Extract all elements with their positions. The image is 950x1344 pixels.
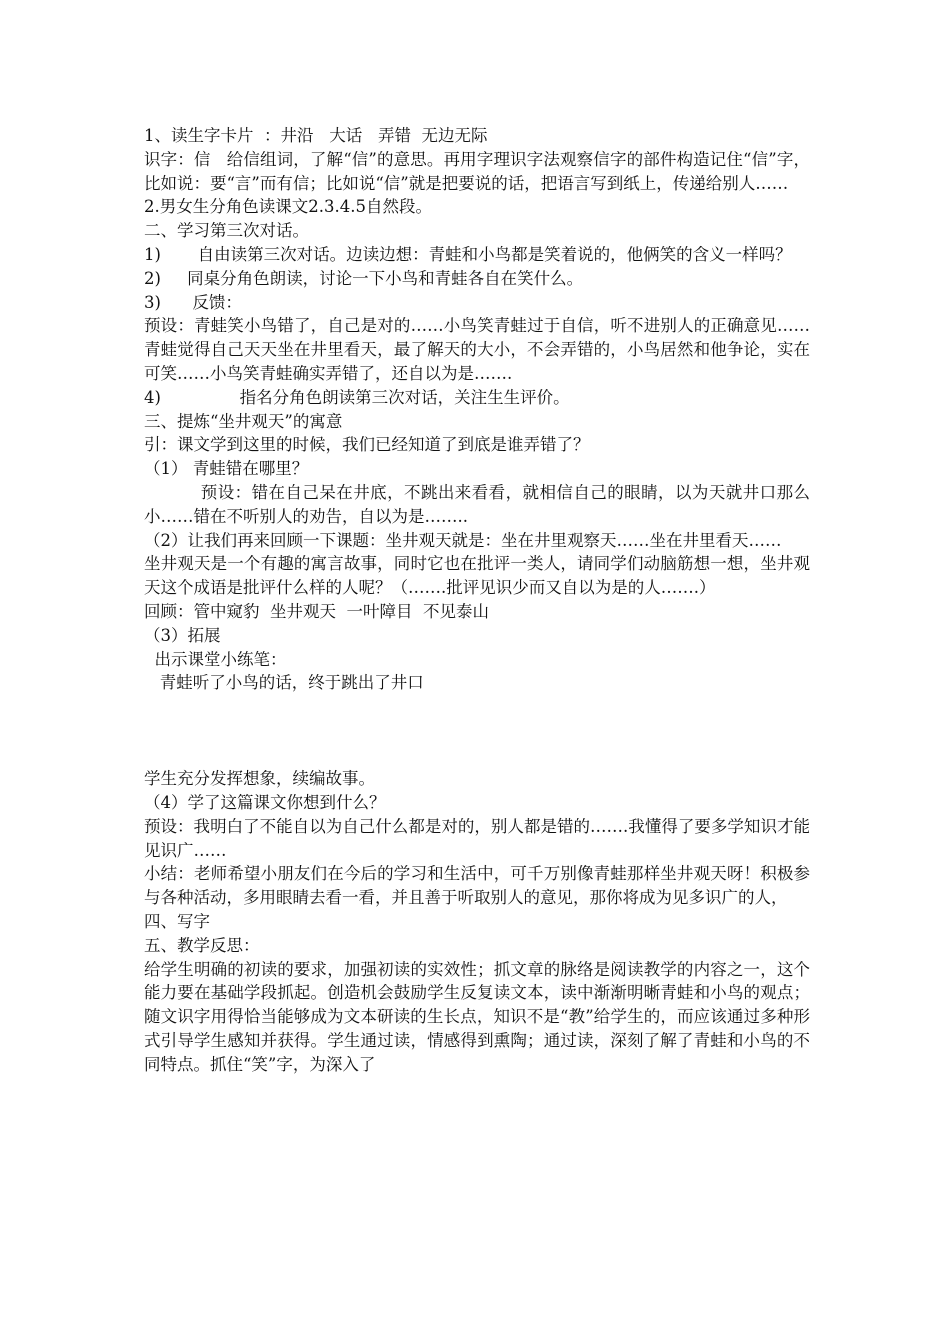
line-literacy: 识字：信 给信组词，了解“信”的意思。再用字理识字法观察信字的部件构造记住“信”字，比如说：要“言”而有信；比如说“信”就是把要说的话，把语言写到纸上，传递给别人…… xyxy=(144,149,810,193)
step-4: 4) 指名分角色朗读第三次对话，关注生生评价。 xyxy=(144,387,570,407)
lesson-plan-text xyxy=(144,124,810,1076)
sub-item-4: （4）学了这篇课文你想到什么？ xyxy=(144,792,386,812)
exercise-prompt: 出示课堂小练笔： xyxy=(144,649,287,669)
idiom-review: 回顾：管中窥豹 坐井观天 一叶障目 不见泰山 xyxy=(144,601,489,621)
preset-answer-1: 预设：青蛙笑小鸟错了，自己是对的……小鸟笑青蛙过于自信，听不进别人的正确意见……青蛙觉得自己天天坐在井里看天，最了解天的大小，不会弄错的，小鸟居然和他争论，实在可笑……小鸟笑青蛙确实弄错了，还自以为是……. xyxy=(144,316,810,383)
blank-space xyxy=(144,695,810,767)
section-heading-5: 五、教学反思： xyxy=(144,935,260,955)
step-3: 3) 反馈： xyxy=(144,292,242,312)
continue-story: 学生充分发挥想象，续编故事。 xyxy=(144,769,375,789)
reflection: 给学生明确的初读的要求，加强初读的实效性；抓文章的脉络是阅读教学的内容之一，这个能力要在基础学段抓起。创造机会鼓励学生反复读文本，读中渐渐明晰青蛙和小鸟的观点；随文识字用得恰当能够成为文本研读的生长点，知识不是“教”给学生的，而应该通过多种形式引导学生感知并获得。学生通过读，情感得到熏陶；通过读，深刻了解了青蛙和小鸟的不同特点。抓住“笑”字，为深入了 xyxy=(144,959,810,1074)
sub-item-2: （2）让我们再来回顾一下课题：坐井观天就是：坐在井里观察天……坐在井里看天…… xyxy=(144,530,782,550)
lead-question: 引：课文学到这里的时候，我们已经知道了到底是谁弄错了？ xyxy=(144,435,590,455)
sub-item-3: （3）拓展 xyxy=(144,625,221,645)
idiom-discussion: 坐井观天是一个有趣的寓言故事，同时它也在批评一类人，请同学们动脑筋想一想，坐井观天这个成语是批评什么样的人呢？（…….批评见识少而又自以为是的人…….） xyxy=(144,554,810,598)
step-2: 2) 同桌分角色朗读，讨论一下小鸟和青蛙各自在笑什么。 xyxy=(144,268,584,288)
section-heading-3: 三、提炼“坐井观天”的寓意 xyxy=(144,411,343,431)
section-heading-2: 二、学习第三次对话。 xyxy=(144,221,309,241)
summary: 小结：老师希望小朋友们在今后的学习和生活中，可千万别像青蛙那样坐井观天呀！积极参与各种活动，多用眼睛去看一看，并且善于听取别人的意见，那你将成为见多识广的人， xyxy=(144,864,810,908)
step-1: 1) 自由读第三次对话。边读边想：青蛙和小鸟都是笑着说的，他俩笑的含义一样吗？ xyxy=(144,244,792,264)
line-role-reading: 2.男女生分角色读课文2.3.4.5自然段。 xyxy=(144,197,432,217)
sub-item-1: （1） 青蛙错在哪里？ xyxy=(144,459,309,479)
exercise-sentence: 青蛙听了小鸟的话，终于跳出了井口 xyxy=(144,673,424,693)
preset-answer-3: 预设：我明白了不能自以为自己什么都是对的，别人都是错的…….我懂得了要多学知识才能见识广…… xyxy=(144,816,810,860)
section-heading-4: 四、写字 xyxy=(144,911,210,931)
preset-answer-2: 预设：错在自己呆在井底，不跳出来看看，就相信自己的眼睛，以为天就井口那么小……错在不听别人的劝告，自以为是…….. xyxy=(144,482,810,526)
line-reading-cards: 1、读生字卡片 ：井沿 大话 弄错 无边无际 xyxy=(144,126,488,145)
